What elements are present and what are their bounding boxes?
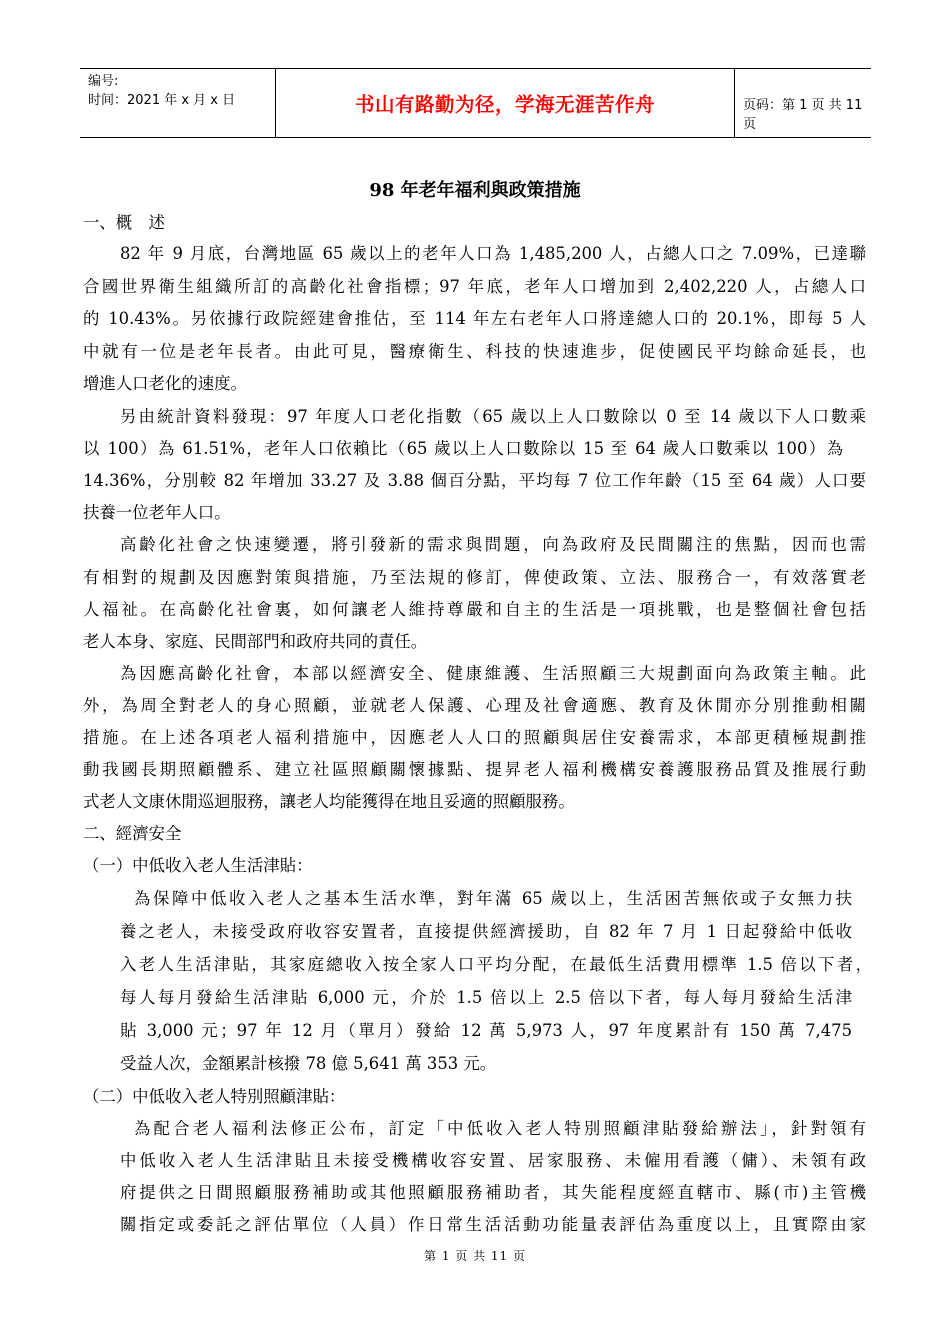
document-header <box>80 68 871 138</box>
body-line: 有相對的規劃及因應對策與措施，乃至法規的修訂，俾使政策、立法、服務合一，有效落實老 <box>83 568 866 587</box>
body-line: 14.36%，分別較 82 年增加 33.27 及 3.88 個百分點，平均每 7 位工作年齡（15 至 64 歲）人口要 <box>83 471 866 490</box>
body-line: 中就有一位是老年長者。由此可見，醫療衛生、科技的快速進步，促使國民平均餘命延長，也 <box>83 342 866 361</box>
body-line: 老人本身、家庭、民間部門和政府共同的責任。 <box>83 632 428 651</box>
body-line: 貼 3,000 元；97 年 12 月（單月）發給 12 萬 5,973 人，97 年度累計有 150 萬 7,475 <box>120 1021 852 1040</box>
header-motto-cell <box>275 69 735 137</box>
body-line: 高齡化社會之快速變遷，將引發新的需求與問題，向為政府及民間關注的焦點，因而也需 <box>120 535 866 554</box>
body-line: 式老人文康休閒巡迴服務，讓老人均能獲得在地且妥適的照顧服務。 <box>83 792 575 811</box>
body-line: 人福祉。在高齡化社會裏，如何讓老人維持尊嚴和自主的生活是一項挑戰，也是整個社會包括 <box>83 600 866 619</box>
motto-text: 书山有路勤为径，学海无涯苦作舟 <box>354 93 655 116</box>
body-line: 為保障中低收入老人之基本生活水準，對年滿 65 歲以上，生活困苦無依或子女無力扶 <box>134 889 852 908</box>
body-line: 增進人口老化的速度。 <box>83 374 247 393</box>
section-heading: 二、經濟安全 <box>83 824 182 843</box>
body-line: 扶養一位老年人口。 <box>83 503 231 522</box>
body-line: 合國世界衛生組織所訂的高齡化社會指標；97 年底，老年人口增加到 2,402,220 人，占總人口 <box>83 277 866 296</box>
subsection-heading: （一）中低收入老人生活津貼： <box>83 856 313 875</box>
page-code: 页码：第 1 页 共 11 页 <box>743 98 863 132</box>
body-line: 為配合老人福利法修正公布，訂定「中低收入老人特別照顧津貼發給辦法」，針對領有 <box>134 1119 866 1138</box>
body-line: 另由統計資料發現：97 年度人口老化指數（65 歲以上人口數除以 0 至 14 歲以下人口數乘 <box>120 407 866 426</box>
body-line: 82 年 9 月底，台灣地區 65 歲以上的老年人口為 1,485,200 人，占總人口之 7.09%，已達聯 <box>120 244 866 263</box>
body-line: 以 100）為 61.51%，老年人口依賴比（65 歲以上人口數除以 15 至 64 歲人口數乘以 100）為 <box>83 439 843 458</box>
body-line: 府提供之日間照顧服務補助或其他照顧服務補助者，其失能程度經直轄市、縣(市)主管機 <box>120 1183 866 1202</box>
body-line: 受益人次，金額累計核撥 78 億 5,641 萬 353 元。 <box>120 1054 497 1073</box>
body-line: 每人每月發給生活津貼 6,000 元，介於 1.5 倍以上 2.5 倍以下者，每人每月發給生活津 <box>120 988 852 1007</box>
body-line: 為因應高齡化社會，本部以經濟安全、健康維護、生活照顧三大規劃面向為政策主軸。此 <box>120 664 866 683</box>
body-line: 措施。在上述各項老人福利措施中，因應老人人口的照顧與居住安養需求，本部更積極規劃推 <box>83 728 866 747</box>
header-page-cell <box>735 69 871 137</box>
body-line: 外，為周全對老人的身心照顧，並就老人保護、心理及社會適應、教育及休閒亦分別推動相關 <box>83 696 866 715</box>
body-line: 動我國長期照顧體系、建立社區照顧關懷據點、提昇老人福利機構安養護服務品質及推展行動 <box>83 760 866 779</box>
body-line: 的 10.43%。另依據行政院經建會推估，至 114 年左右老年人口將達總人口的 20.1%，即每 5 人 <box>83 309 866 328</box>
body-line: 入老人生活津貼，其家庭總收入按全家人口平均分配，在最低生活費用標準 1.5 倍以下者， <box>120 955 872 974</box>
body-line: 中低收入老人生活津貼且未接受機構收容安置、居家服務、未僱用看護（傭）、未領有政 <box>120 1151 866 1170</box>
time-label: 时间：2021 年 x 月 x 日 <box>88 93 236 108</box>
body-line: 關指定或委託之評估單位（人員）作日常生活活動功能量表評估為重度以上，且實際由家 <box>120 1215 866 1234</box>
body-line: 養之老人，未接受政府收容安置者，直接提供經濟援助，自 82 年 7 月 1 日起發給中低收 <box>120 922 852 941</box>
number-label: 编号: <box>88 74 119 89</box>
page-footer: 第 1 页 共 11 页 <box>424 1249 526 1263</box>
section-heading: 一、概 述 <box>83 213 165 232</box>
document-title: 98 年老年福利與政策措施 <box>369 180 581 201</box>
subsection-heading: （二）中低收入老人特別照顧津貼： <box>83 1087 346 1106</box>
header-info-cell <box>80 69 275 137</box>
